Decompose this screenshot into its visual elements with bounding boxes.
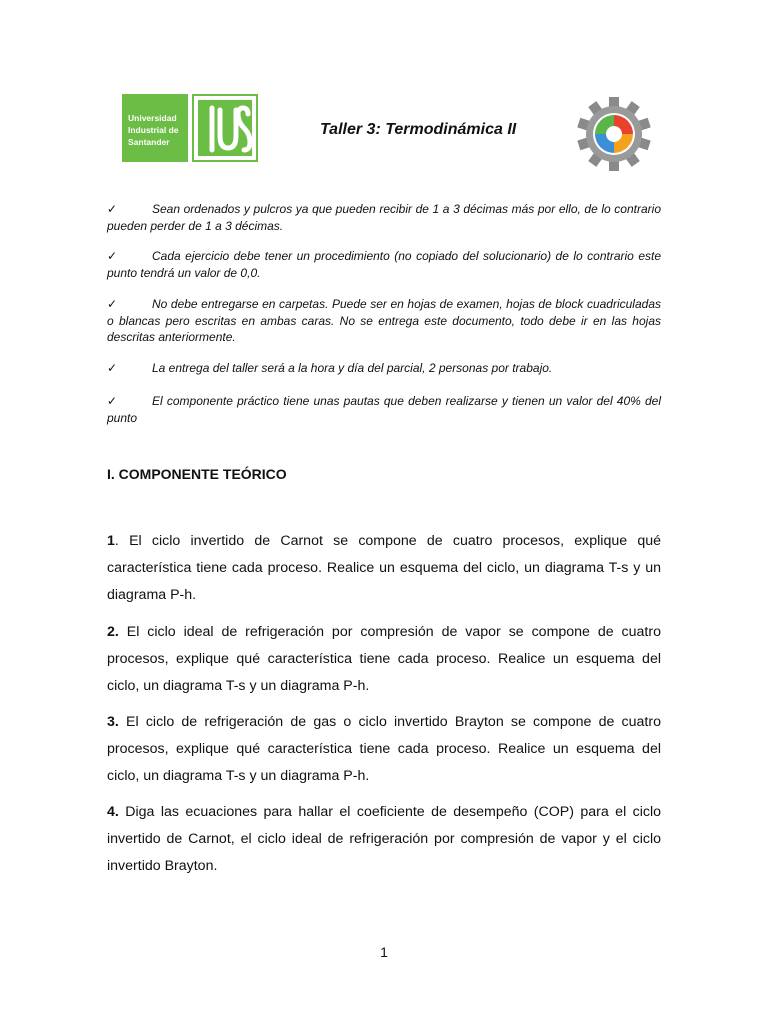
rule-item [107,393,661,426]
uis-logo [192,94,258,162]
rule-item [107,360,661,377]
uis-logo-inner [198,100,252,156]
question-text: Diga las ecuaciones para hallar el coeficiente de desempeño (COP) para el ciclo invertido de Carnot, el ciclo ideal de refrigeración por compresión de vapor y el ciclo invertido Brayton. [107,804,661,874]
question-number: 4. [107,804,119,820]
page-number: 1 [380,944,388,960]
page-title: Taller 3: Termodinámica II [320,121,517,138]
question-separator [119,624,127,640]
rule-item [107,296,661,346]
rule-item [107,248,661,281]
rule-text: El componente práctico tiene unas pautas que deben realizarse y tienen un valor del 40% del punto [107,394,661,425]
question-text: El ciclo ideal de refrigeración por compresión de vapor se compone de cuatro procesos, explique qué característica tiene cada proceso. Realice un esquema del ciclo, un diagrama T-s y un diagrama P-h. [107,624,661,694]
question-item [107,799,661,880]
checkmark-icon: ✓ [107,202,118,216]
university-logo-line-1: Universidad [128,113,177,123]
rule-text: Sean ordenados y pulcros ya que pueden recibir de 1 a 3 décimas más por ello, de lo contrario pueden perder de 1 a 3 décimas. [107,202,661,233]
checkmark-icon: ✓ [107,297,118,311]
section-heading: I. COMPONENTE TEÓRICO [107,466,287,482]
engineering-gear-logo-icon [576,96,652,172]
checkmark-icon: ✓ [107,361,118,375]
rule-text: No debe entregarse en carpetas. Puede ser en hojas de examen, hojas de block cuadriculadas o blancas pero escritas en ambas caras. No se entrega este documento, todo debe ir en las hojas descritas anteriormente. [107,297,661,344]
question-separator: . [114,533,130,549]
university-logo [122,94,188,162]
rule-text: Cada ejercicio debe tener un procedimiento (no copiado del solucionario) de lo contrario este punto tendrá un valor de 0,0. [107,249,661,280]
uis-monogram-icon [198,100,256,160]
question-item [107,709,661,790]
question-text: El ciclo de refrigeración de gas o ciclo invertido Brayton se compone de cuatro procesos, explique qué característica tiene cada proceso. Realice un esquema del ciclo, un diagrama T-s y un diagrama P-h. [107,714,661,784]
question-number: 1 [107,533,115,549]
checkmark-icon: ✓ [107,394,118,408]
question-number: 2. [107,624,119,640]
question-separator [119,714,126,730]
rule-text: La entrega del taller será a la hora y día del parcial, 2 personas por trabajo. [152,361,553,375]
checkmark-icon: ✓ [107,249,118,263]
question-number: 3. [107,714,119,730]
university-logo-line-2: Industrial de [128,125,179,135]
question-text: El ciclo invertido de Carnot se compone de cuatro procesos, explique qué característica tiene cada proceso. Realice un esquema del ciclo, un diagrama T-s y un diagrama P-h. [107,533,662,603]
question-item [107,528,661,609]
rule-item [107,201,661,234]
question-item [107,619,661,700]
university-logo-line-3: Santander [128,137,170,147]
